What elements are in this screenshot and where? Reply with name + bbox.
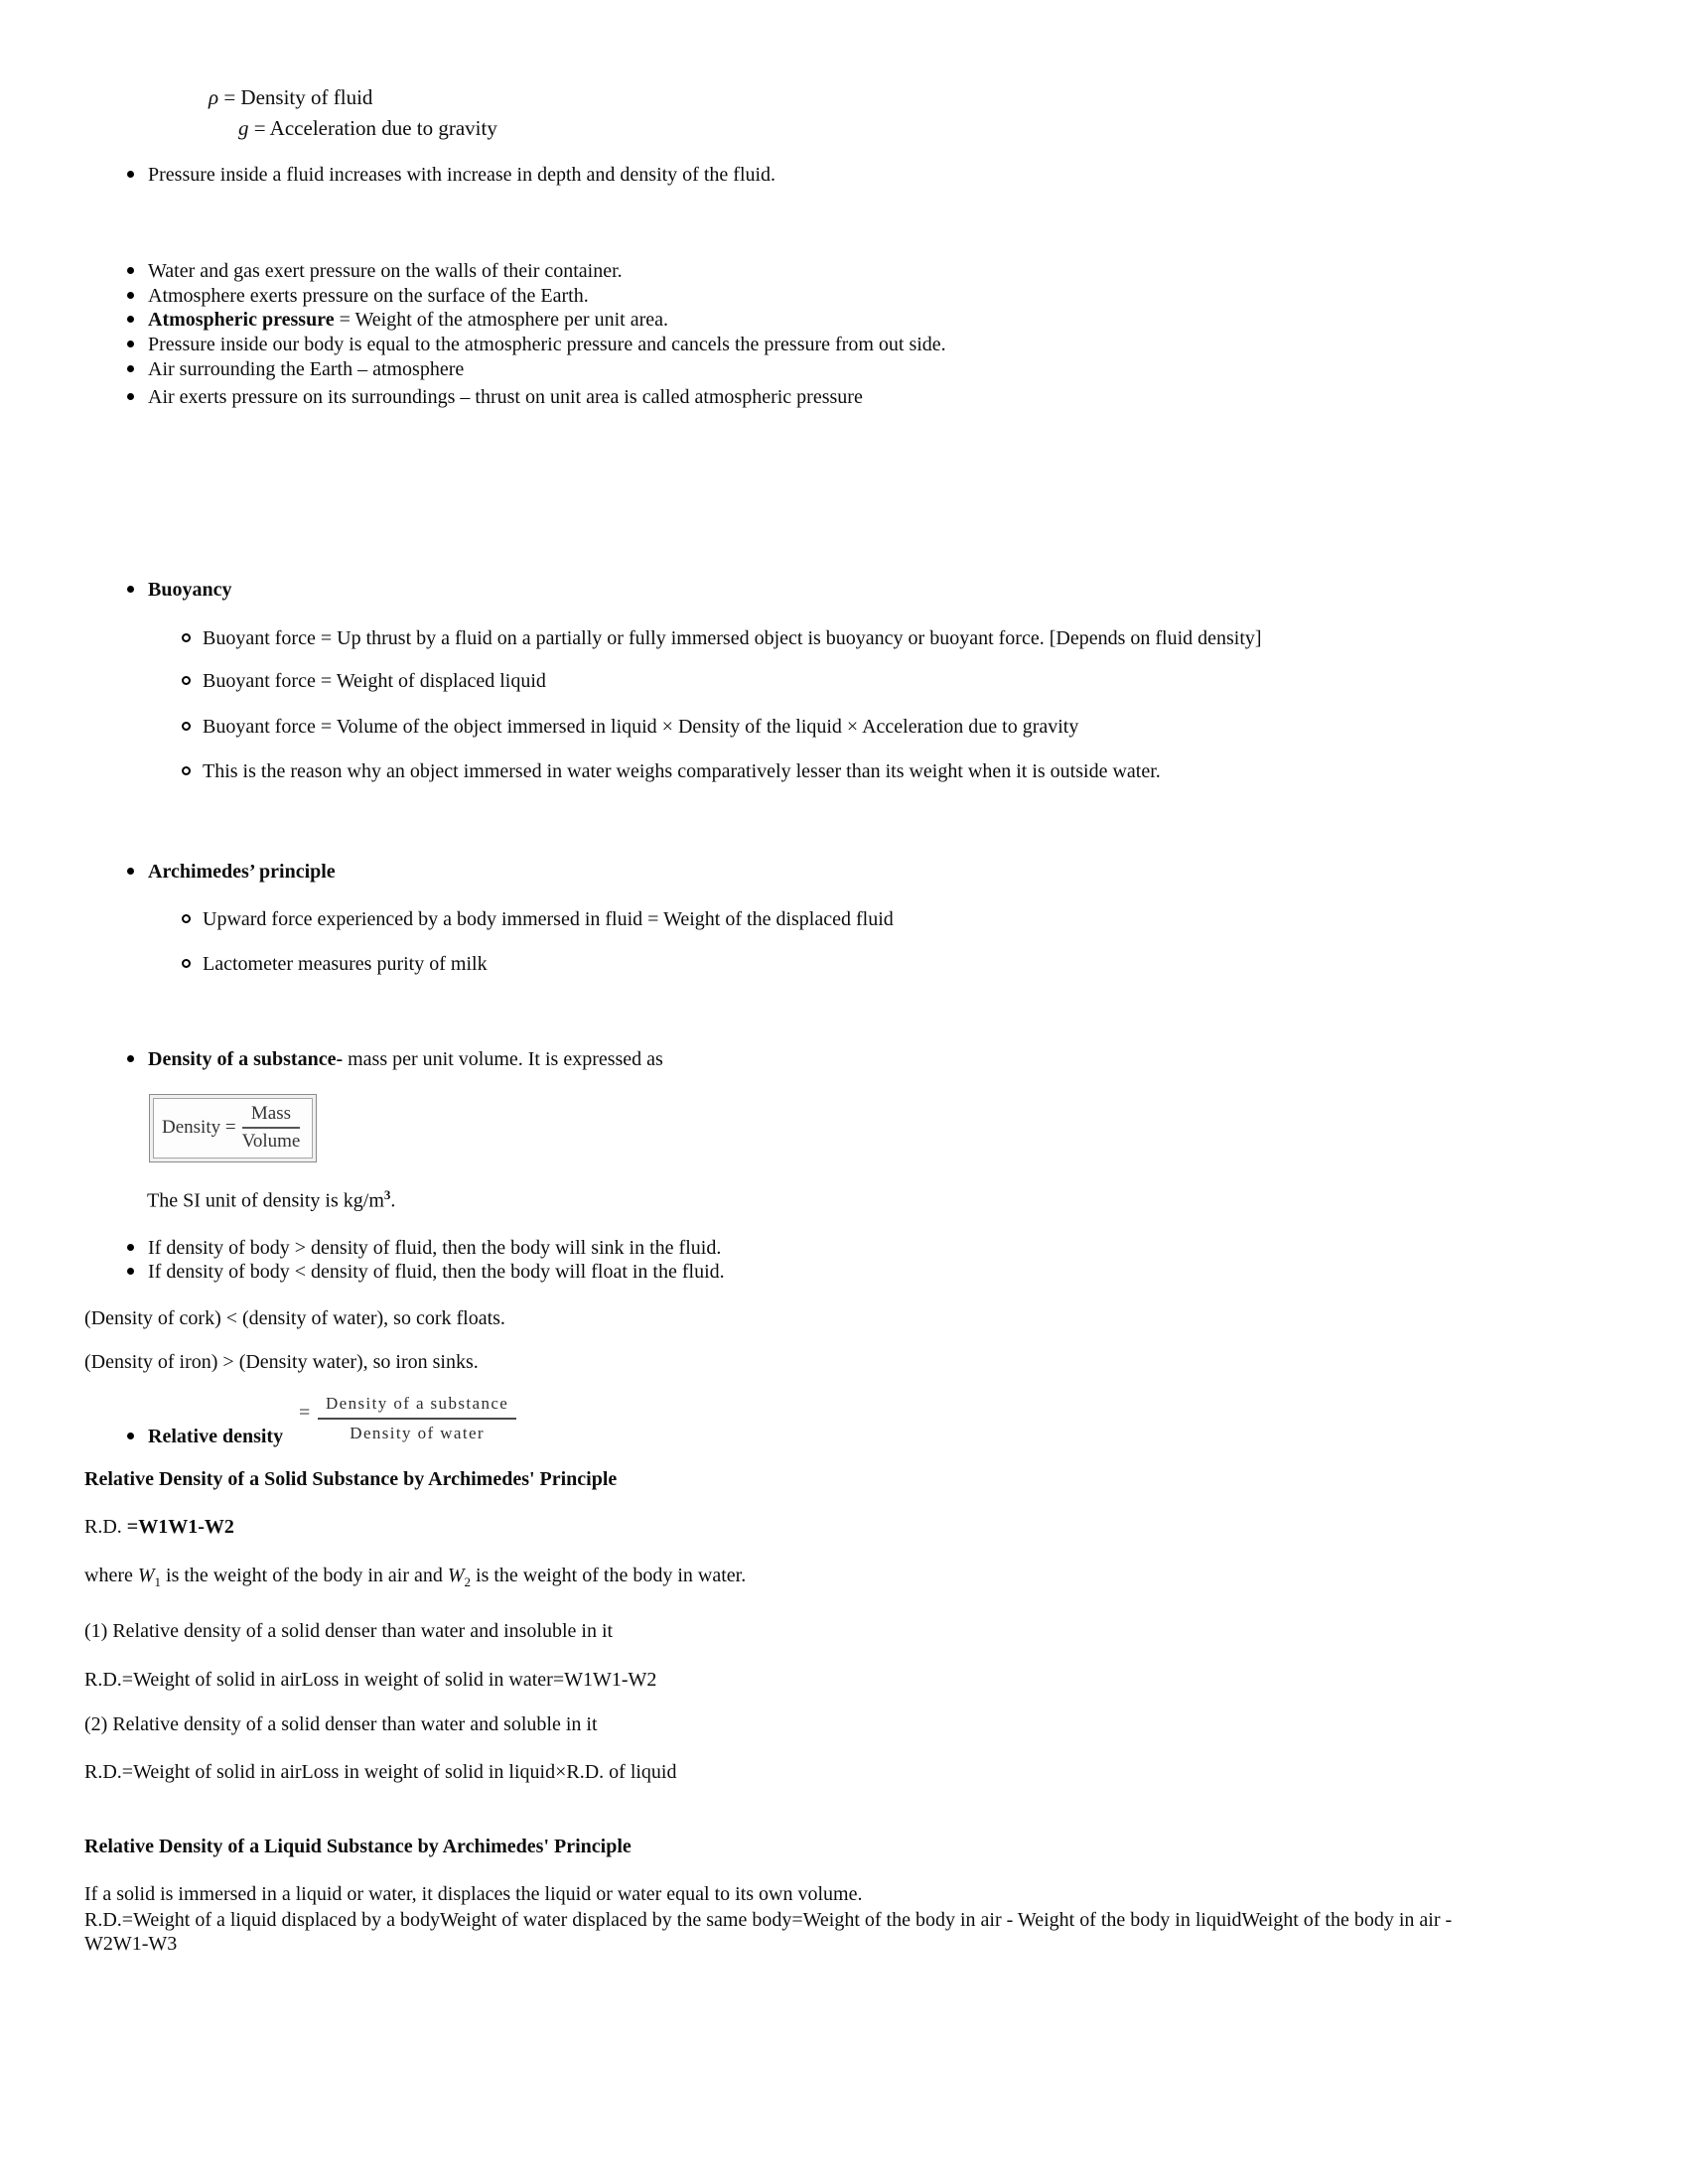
relative-density-equals: =: [299, 1402, 311, 1424]
w2-subscript: 2: [464, 1574, 472, 1589]
bullet-item: [127, 358, 464, 381]
bullet-text: Lactometer measures purity of milk: [203, 953, 488, 975]
rd-label: R.D.: [84, 1516, 127, 1538]
density-rule-item: [127, 1261, 725, 1284]
bullet-item: [127, 386, 863, 409]
heading-text: Buoyancy: [148, 579, 232, 601]
bullet-text: Buoyant force = Volume of the object immersed in liquid × Density of the liquid × Acceleration due to gravity: [203, 716, 1079, 738]
relative-density-fraction: [318, 1394, 516, 1443]
bullet-item-pressure-depth: [127, 164, 775, 187]
fraction-numerator: Density of a substance: [318, 1394, 516, 1420]
fraction-denominator: Density of water: [350, 1424, 485, 1442]
circle-bullet-icon: [182, 676, 191, 685]
fraction-numerator: Mass: [242, 1103, 301, 1129]
liquid-rd-line2: R.D.=Weight of a liquid displaced by a bodyWeight of water displaced by the same body=Weight of the body in air - Weight of the body in liquidWeight of the body in air -: [84, 1909, 1453, 1931]
bullet-icon: [127, 292, 134, 299]
solid-rd-formula-line: [84, 1516, 234, 1539]
liquid-rd-heading: [84, 1836, 632, 1858]
bullet-text: If density of body > density of fluid, then the body will sink in the fluid.: [148, 1237, 722, 1259]
liquid-rd-line1: If a solid is immersed in a liquid or water, it displaces the liquid or water equal to its own volume.: [84, 1883, 863, 1905]
relative-density-label: [127, 1426, 283, 1448]
archimedes-heading: [127, 861, 336, 884]
fraction-denominator: Volume: [241, 1131, 301, 1152]
where-text: is the weight of the body in air and: [161, 1565, 448, 1586]
bullet-text: = Weight of the atmosphere per unit area.: [334, 309, 668, 331]
w1-symbol: W: [137, 1565, 155, 1586]
iron-note: (Density of iron) > (Density water), so iron sinks.: [84, 1351, 479, 1373]
w2-symbol: W: [447, 1565, 465, 1586]
label-text: Relative density: [148, 1426, 284, 1447]
si-unit-text: The SI unit of density is kg/m: [147, 1189, 384, 1212]
cork-note: (Density of cork) < (density of water), so cork floats.: [84, 1307, 505, 1329]
where-text: where: [84, 1565, 138, 1586]
case1-formula: R.D.=Weight of solid in airLoss in weight of solid in water=W1W1-W2: [84, 1669, 657, 1691]
heading-text: Archimedes’ principle: [148, 861, 336, 883]
bullet-text: Air surrounding the Earth – atmosphere: [148, 358, 465, 380]
bullet-item: [127, 285, 589, 308]
w1-subscript: 1: [154, 1574, 162, 1589]
where-line: [84, 1565, 746, 1590]
density-formula: [153, 1098, 313, 1159]
buoyancy-item: [182, 670, 546, 693]
buoyancy-item: [182, 716, 1078, 739]
bullet-text: Pressure inside our body is equal to the atmospheric pressure and cancels the pressure from out side.: [148, 334, 946, 355]
solid-rd-heading: [84, 1468, 617, 1491]
circle-bullet-icon: [182, 722, 191, 731]
rho-symbol: ρ: [209, 85, 219, 109]
bullet-icon: [127, 1268, 134, 1275]
archimedes-item: [182, 908, 894, 931]
density-formula-box: [149, 1094, 317, 1162]
archimedes-item: [182, 953, 488, 976]
bullet-icon: [127, 393, 134, 400]
si-unit-line: [147, 1188, 395, 1213]
bullet-icon: [127, 1055, 134, 1062]
density-rule-item: [127, 1237, 721, 1260]
formula-lhs: Density =: [162, 1117, 236, 1138]
bullet-icon: [127, 1244, 134, 1251]
bullet-item: [127, 309, 668, 332]
formula-fraction: [242, 1103, 301, 1153]
where-text: is the weight of the body in water.: [471, 1565, 747, 1586]
circle-bullet-icon: [182, 914, 191, 923]
heading-text-bold: Density of a substance-: [148, 1048, 344, 1070]
bullet-icon: [127, 341, 134, 347]
liquid-rd-line3: W2W1-W3: [84, 1933, 178, 1955]
case2-formula: R.D.=Weight of solid in airLoss in weight of solid in liquid×R.D. of liquid: [84, 1761, 677, 1783]
bullet-text: Pressure inside a fluid increases with increase in depth and density of the fluid.: [148, 164, 776, 186]
heading-text: Relative Density of a Solid Substance by Archimedes' Principle: [84, 1468, 618, 1490]
bullet-icon: [127, 267, 134, 274]
bullet-icon: [127, 316, 134, 323]
bullet-text: Air exerts pressure on its surroundings – thrust on unit area is called atmospheric pressure: [148, 386, 863, 408]
g-symbol: g: [238, 116, 249, 140]
si-unit-exponent: 3: [383, 1187, 391, 1202]
circle-bullet-icon: [182, 959, 191, 968]
rd-value: =W1W1-W2: [126, 1516, 234, 1538]
bullet-text: This is the reason why an object immersed in water weighs comparatively lesser than its weight when it is outside water.: [203, 760, 1161, 782]
bullet-icon: [127, 1433, 134, 1439]
heading-text: Relative Density of a Liquid Substance by Archimedes' Principle: [84, 1836, 632, 1857]
rho-definition-text: = Density of fluid: [218, 85, 373, 109]
buoyancy-item: [182, 760, 1161, 783]
bullet-item: [127, 334, 946, 356]
bullet-text: Upward force experienced by a body immersed in fluid = Weight of the displaced fluid: [203, 908, 894, 930]
density-heading: [127, 1048, 663, 1071]
buoyancy-item: [182, 627, 1262, 650]
bullet-text-bold: Atmospheric pressure: [148, 309, 335, 331]
bullet-icon: [127, 586, 134, 593]
heading-text-rest: mass per unit volume. It is expressed as: [343, 1048, 663, 1070]
bullet-icon: [127, 868, 134, 875]
g-definition-line: [238, 116, 497, 140]
bullet-icon: [127, 365, 134, 372]
circle-bullet-icon: [182, 633, 191, 642]
case2-title: (2) Relative density of a solid denser than water and soluble in it: [84, 1713, 598, 1735]
bullet-text: Water and gas exert pressure on the walls of their container.: [148, 260, 623, 282]
bullet-text: Atmosphere exerts pressure on the surface of the Earth.: [148, 285, 589, 307]
circle-bullet-icon: [182, 766, 191, 775]
si-unit-period: .: [390, 1189, 396, 1212]
bullet-text: If density of body < density of fluid, then the body will float in the fluid.: [148, 1261, 725, 1283]
g-definition-text: = Acceleration due to gravity: [248, 116, 497, 140]
case1-title: (1) Relative density of a solid denser than water and insoluble in it: [84, 1620, 614, 1642]
bullet-icon: [127, 171, 134, 178]
bullet-text: Buoyant force = Up thrust by a fluid on a partially or fully immersed object is buoyancy or buoyant force. [Depends on fluid density]: [203, 627, 1262, 649]
rho-definition-line: [209, 85, 372, 109]
bullet-text: Buoyant force = Weight of displaced liquid: [203, 670, 546, 692]
bullet-item: [127, 260, 623, 283]
buoyancy-heading: [127, 579, 231, 602]
